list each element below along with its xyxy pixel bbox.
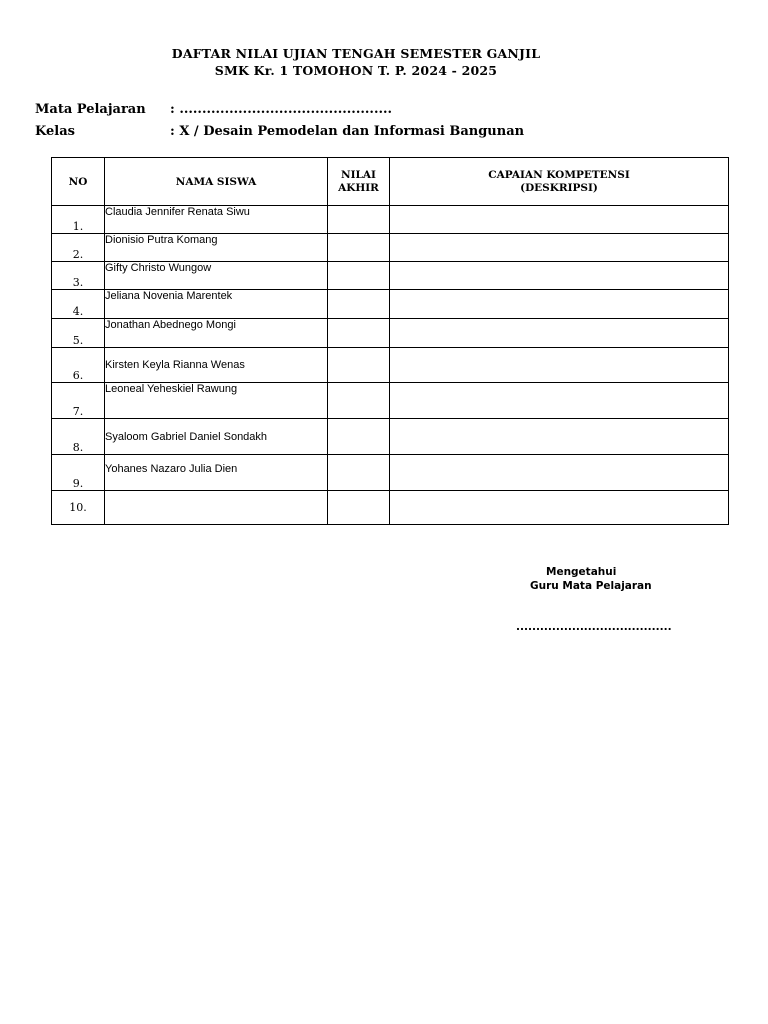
row-number: 2. (52, 234, 105, 262)
class-label: Kelas (35, 124, 75, 139)
header-name: NAMA SISWA (105, 158, 328, 206)
grade-cell[interactable] (328, 262, 390, 290)
description-cell[interactable] (390, 319, 729, 348)
table-header-row (52, 158, 729, 206)
student-name: Yohanes Nazaro Julia Dien (105, 455, 328, 491)
row-number: 3. (52, 262, 105, 290)
description-cell[interactable] (390, 206, 729, 234)
student-name: Jeliana Novenia Marentek (105, 290, 328, 319)
document-title-line2: SMK Kr. 1 TOMOHON T. P. 2024 - 2025 (214, 63, 498, 78)
student-name: Leoneal Yeheskiel Rawung (105, 383, 328, 419)
description-cell[interactable] (390, 348, 729, 383)
grade-cell[interactable] (328, 383, 390, 419)
subject-value: : ............................................... (170, 102, 393, 117)
student-name (105, 491, 328, 525)
description-cell[interactable] (390, 234, 729, 262)
row-number: 6. (52, 348, 105, 383)
signature-acknowledged-label: Mengetahui (546, 566, 617, 578)
student-name: Syaloom Gabriel Daniel Sondakh (105, 419, 328, 455)
student-name: Jonathan Abednego Mongi (105, 319, 328, 348)
table-row (52, 206, 729, 234)
grade-cell[interactable] (328, 290, 390, 319)
table-row (52, 262, 729, 290)
grade-cell[interactable] (328, 455, 390, 491)
table-row (52, 348, 729, 383)
header-description-line2: (DESKRIPSI) (520, 181, 598, 194)
row-number: 5. (52, 319, 105, 348)
description-cell[interactable] (390, 455, 729, 491)
row-number: 1. (52, 206, 105, 234)
table-row (52, 491, 729, 525)
grade-cell[interactable] (328, 491, 390, 525)
class-value: : X / Desain Pemodelan dan Informasi Bangunan (170, 124, 525, 139)
row-number: 4. (52, 290, 105, 319)
signature-blank-line: ....................................... (516, 621, 672, 633)
description-cell[interactable] (390, 419, 729, 455)
grade-cell[interactable] (328, 319, 390, 348)
student-name: Dionisio Putra Komang (105, 234, 328, 262)
student-name: Gifty Christo Wungow (105, 262, 328, 290)
header-no: NO (52, 158, 105, 206)
grades-table (51, 157, 729, 525)
header-description (390, 158, 729, 206)
description-cell[interactable] (390, 290, 729, 319)
row-number: 9. (52, 455, 105, 491)
table-row (52, 319, 729, 348)
subject-label: Mata Pelajaran (35, 102, 146, 117)
table-row (52, 419, 729, 455)
table-row (52, 383, 729, 419)
description-cell[interactable] (390, 262, 729, 290)
student-name: Kirsten Keyla Rianna Wenas (105, 348, 328, 383)
row-number: 7. (52, 383, 105, 419)
student-name: Claudia Jennifer Renata Siwu (105, 206, 328, 234)
header-grade (328, 158, 390, 206)
row-number: 10. (52, 491, 105, 525)
header-grade-line1: NILAI (341, 168, 376, 181)
grade-cell[interactable] (328, 419, 390, 455)
signature-teacher-label: Guru Mata Pelajaran (530, 580, 652, 592)
grade-cell[interactable] (328, 206, 390, 234)
document-title-line1: DAFTAR NILAI UJIAN TENGAH SEMESTER GANJIL (171, 46, 541, 61)
row-number: 8. (52, 419, 105, 455)
grade-cell[interactable] (328, 348, 390, 383)
header-description-line1: CAPAIAN KOMPETENSI (488, 168, 630, 181)
table-row (52, 290, 729, 319)
table-row (52, 455, 729, 491)
description-cell[interactable] (390, 383, 729, 419)
header-grade-line2: AKHIR (338, 181, 379, 194)
table-row (52, 234, 729, 262)
description-cell[interactable] (390, 491, 729, 525)
grade-cell[interactable] (328, 234, 390, 262)
